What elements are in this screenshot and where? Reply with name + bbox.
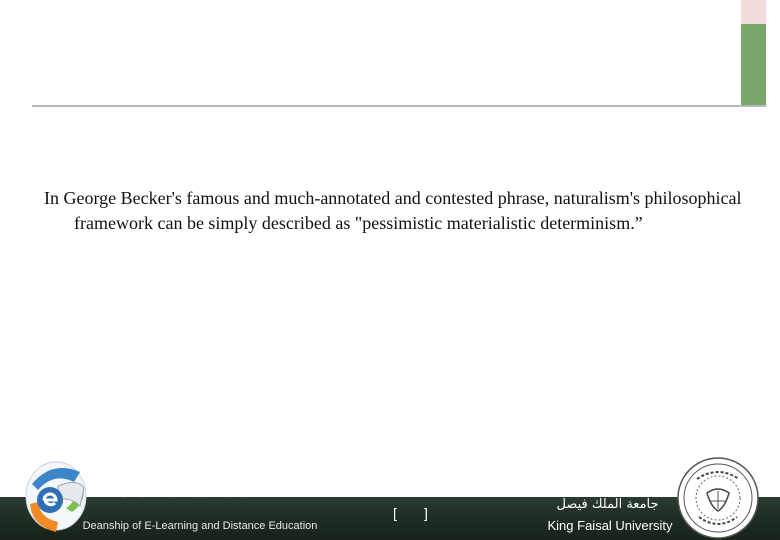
page-number-bracket-open: [	[393, 505, 397, 521]
slide-body-text: In George Becker's famous and much-annotated and contested phrase, naturalism's philosophical framework can be simply described as "pessimistic materialistic determinism.”	[44, 188, 742, 233]
header-divider	[32, 105, 766, 107]
university-english: King Faisal University	[547, 518, 673, 533]
accent-block-green	[741, 24, 766, 107]
deanship-english: Deanship of E-Learning and Distance Education	[82, 520, 318, 532]
university-arabic: جامعة الملك فيصل	[556, 497, 659, 512]
page-number-bracket-close: ]	[424, 505, 428, 521]
deanship-arabic: عمادة التعليم الإلكتروني والتعلم عن بعد	[98, 483, 312, 498]
accent-block-pink	[741, 0, 766, 24]
university-seal-icon	[677, 457, 759, 539]
